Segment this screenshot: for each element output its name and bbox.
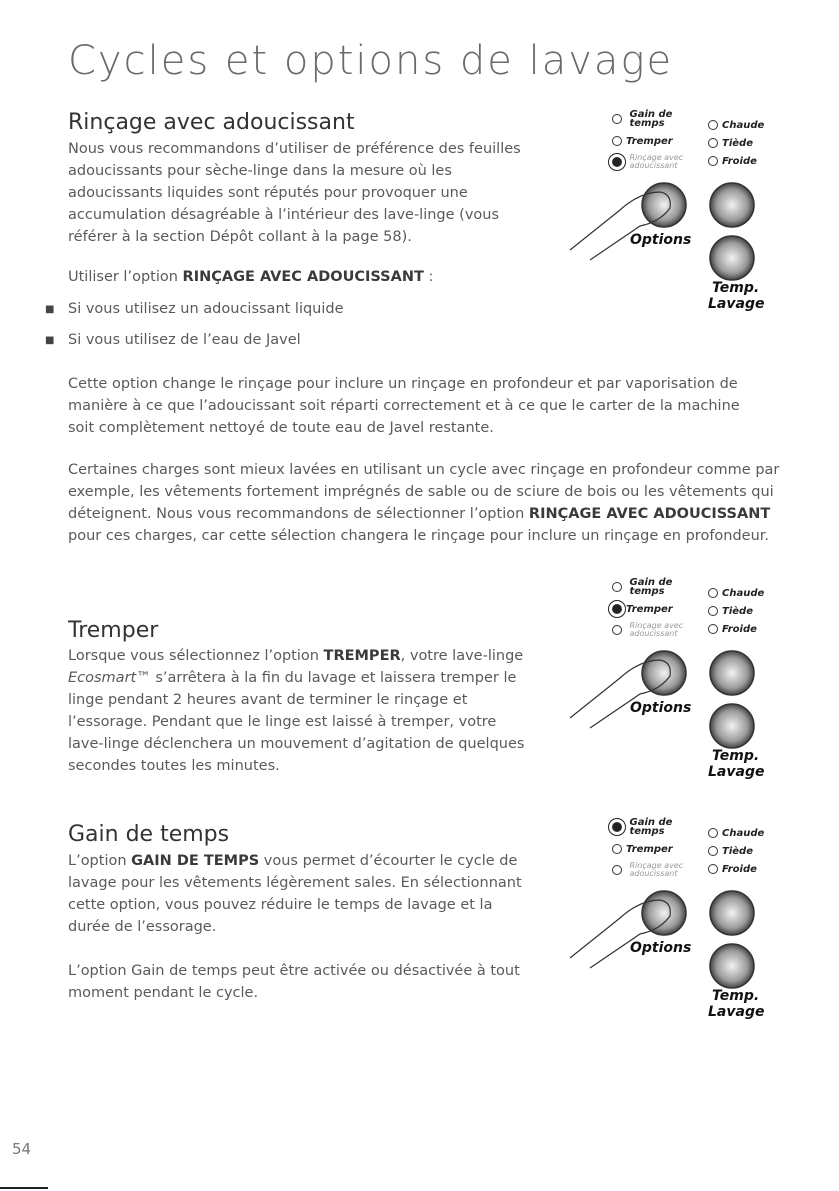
control-panel-rincage: [560, 110, 790, 310]
list-item: ■ Si vous utilisez de l’eau de Javel: [45, 332, 301, 348]
option-tremper[interactable]: Tremper: [612, 604, 673, 615]
lavage-label: Lavage: [708, 764, 765, 780]
option-rincage-avec-adoucissant[interactable]: Rinçage avec adoucissant: [612, 862, 683, 878]
control-panel-tremper: [560, 578, 790, 778]
options-button[interactable]: [642, 651, 686, 695]
temp-label: Temp.: [712, 280, 760, 296]
control-panel-gain: [560, 818, 790, 1018]
option-froide[interactable]: Froide: [708, 624, 757, 635]
heading-rincage: Rinçage avec adoucissant: [68, 110, 355, 135]
options-label: Options: [630, 940, 692, 956]
option-tiede[interactable]: Tiède: [708, 606, 753, 617]
option-gain-de-temps[interactable]: Gain de temps: [612, 578, 672, 596]
lavage-label: Lavage: [708, 1004, 765, 1020]
footer-divider: [0, 1187, 48, 1189]
option-gain-de-temps[interactable]: Gain de temps: [612, 110, 672, 128]
option-tremper[interactable]: Tremper: [612, 844, 673, 855]
bullet-icon: ■: [45, 304, 55, 315]
option-tiede[interactable]: Tiède: [708, 846, 753, 857]
temp-button-top[interactable]: [710, 891, 754, 935]
temp-button-bottom[interactable]: [710, 236, 754, 280]
option-tremper[interactable]: Tremper: [612, 136, 673, 147]
options-label: Options: [630, 700, 692, 716]
para-rincage-3: Cette option change le rinçage pour inclure un rinçage en profondeur et par vaporisation de manière à ce que l’adoucissant soit réparti correctement et à ce que le carter de la machine soit complètement nettoyé de toute eau de Javel restante.: [68, 376, 740, 436]
heading-gain: Gain de temps: [68, 822, 230, 847]
option-gain-de-temps[interactable]: Gain de temps: [612, 818, 672, 836]
para-rincage-1: Nous vous recommandons d’utiliser de préférence des feuilles adoucissants pour sèche-linge dans la mesure où les adoucissants liquides sont réputés pour provoquer une accumulation désagréable à l’intérieur des lave-linge (vous référer à la section Dépôt collant à la page 58).: [68, 141, 521, 245]
temp-button-bottom[interactable]: [710, 944, 754, 988]
temp-button-top[interactable]: [710, 183, 754, 227]
lavage-label: Lavage: [708, 296, 765, 312]
option-rincage-avec-adoucissant[interactable]: Rinçage avec adoucissant: [612, 622, 683, 638]
option-tiede[interactable]: Tiède: [708, 138, 753, 149]
temp-button-top[interactable]: [710, 651, 754, 695]
page-number: 54: [12, 1140, 32, 1158]
temp-button-bottom[interactable]: [710, 704, 754, 748]
para-gain-2: L’option Gain de temps peut être activée ou désactivée à tout moment pendant le cycle.: [68, 963, 520, 1001]
options-button[interactable]: [642, 183, 686, 227]
option-chaude[interactable]: Chaude: [708, 828, 764, 839]
options-label: Options: [630, 232, 692, 248]
para-gain-1: L’option GAIN DE TEMPS vous permet d’écourter le cycle de lavage pour les vêtements légèrement sales. En sélectionnant cette option, vous pouvez réduire le temps de lavage et la durée de l’essorage.: [68, 853, 522, 935]
option-rincage-avec-adoucissant[interactable]: Rinçage avec adoucissant: [612, 154, 683, 170]
page-title: Cycles et options de lavage: [68, 38, 674, 84]
option-froide[interactable]: Froide: [708, 864, 757, 875]
temp-label: Temp.: [712, 748, 760, 764]
para-rincage-2: Utiliser l’option RINÇAGE AVEC ADOUCISSANT :: [68, 269, 434, 285]
heading-tremper: Tremper: [68, 618, 159, 643]
para-rincage-4: Certaines charges sont mieux lavées en utilisant un cycle avec rinçage en profondeur comme par exemple, les vêtements fortement imprégnés de sable ou de sciure de bois ou les vêtements qui déteignent. Nous vous recommandons de sélectionner l’option RINÇAGE AVEC ADOUCISSANT pour ces charges, car cette sélection changera le rinçage pour inclure un rinçage en profondeur.: [68, 462, 780, 544]
temp-label: Temp.: [712, 988, 760, 1004]
para-tremper-1: Lorsque vous sélectionnez l’option TREMPER, votre lave-linge Ecosmart™ s’arrêtera à la fin du lavage et laissera tremper le linge pendant 2 heures avant de terminer le rinçage et l’essorage. Pendant que le linge est laissé à tremper, votre lave-linge déclenchera un mouvement d’agitation de quelques secondes toutes les minutes.: [68, 648, 525, 774]
option-chaude[interactable]: Chaude: [708, 120, 764, 131]
list-item: ■ Si vous utilisez un adoucissant liquide: [45, 301, 344, 317]
bullet-icon: ■: [45, 335, 55, 346]
option-chaude[interactable]: Chaude: [708, 588, 764, 599]
option-froide[interactable]: Froide: [708, 156, 757, 167]
options-button[interactable]: [642, 891, 686, 935]
